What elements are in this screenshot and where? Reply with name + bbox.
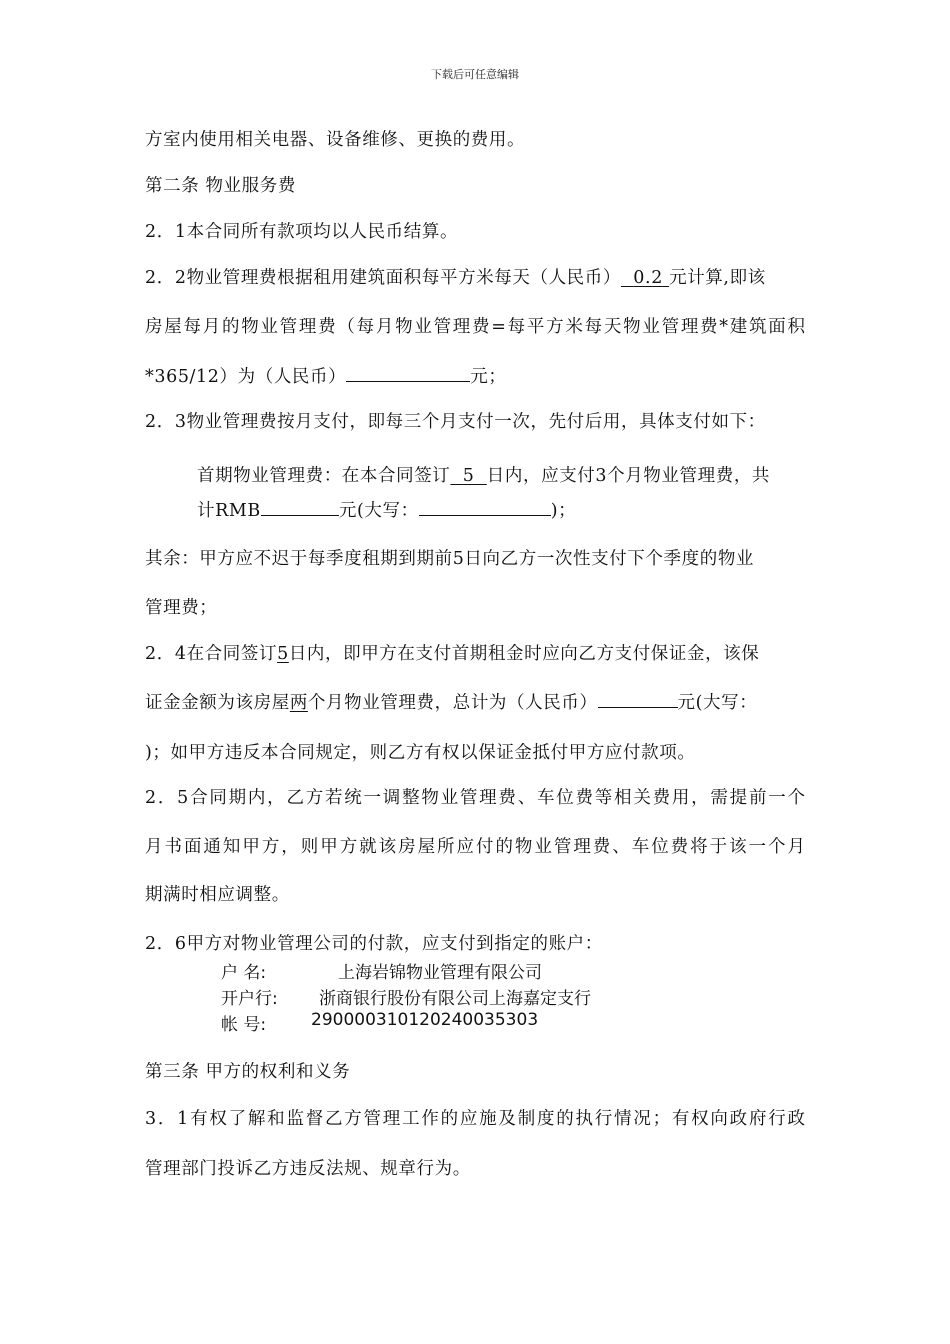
bank-label: 开户行: [221,989,278,1009]
amount-words-blank [419,499,551,516]
clause-2-2 [145,264,766,289]
clause-text: 日内，应支付3个月物业管理费，共 [486,466,771,486]
page-header: 下载后可任意编辑 [431,68,519,81]
section-heading: 第二条 物业服务费 [145,176,296,196]
clause-text: 元； [470,367,507,387]
account-number-label: 帐 号: [221,1015,267,1035]
paragraph-line: 管理费； [145,598,218,618]
payment-detail-line [197,462,770,487]
section-heading: 第三条 甲方的权利和义务 [145,1062,351,1082]
payment-detail-line [197,497,576,522]
paragraph-line: 房屋每月的物业管理费（每月物业管理费=每平方米每天物业管理费*建筑面积 [145,317,805,337]
clause-text: )； [550,501,577,521]
bank-value: 浙商银行股份有限公司上海嘉定支行 [319,989,591,1009]
clause-2-6: 2．6甲方对物业管理公司的付款，应支付到指定的账户： [145,934,603,954]
clause-text: 元(大写： [677,693,758,713]
paragraph-line: 其余：甲方应不迟于每季度租期到期前5日向乙方一次性支付下个季度的物业 [145,549,755,569]
clause-text: 元计算,即该 [669,268,766,288]
clause-text: 首期物业管理费：在本合同签订 [197,466,451,486]
rate-value: 0.2 [633,268,663,288]
amount-blank [261,499,339,516]
clause-text: 个月物业管理费，总计为（人民币） [307,693,598,713]
clause-text: 证金金额为该房屋 [145,693,290,713]
amount-blank [598,691,678,708]
paragraph-line: 月书面通知甲方，则甲方就该房屋所应付的物业管理费、车位费将于该一个月 [145,837,805,857]
paragraph-line [145,363,506,388]
clause-text: 日内，即甲方在支付首期租金时应向乙方支付保证金，该保 [288,644,760,664]
paragraph-line: 方室内使用相关电器、设备维修、更换的费用。 [145,130,526,150]
amount-blank [346,365,470,382]
clause-2-3: 2．3物业管理费按月支付，即每三个月支付一次，先付后用，具体支付如下： [145,412,766,432]
clause-2-5: 2．5合同期内，乙方若统一调整物业管理费、车位费等相关费用，需提前一个 [145,788,805,808]
account-number-value: 290000310120240035303 [311,1010,539,1030]
paragraph-line: 期满时相应调整。 [145,885,290,905]
account-name-value: 上海岩锦物业管理有限公司 [338,963,542,983]
paragraph-line: )；如甲方违反本合同规定，则乙方有权以保证金抵付甲方应付款项。 [145,743,696,763]
paragraph-line: 管理部门投诉乙方违反法规、规章行为。 [145,1159,471,1179]
clause-text: *365/12）为（人民币） [145,367,347,387]
days-value: 5 [462,466,475,486]
clause-3-1: 3．1有权了解和监督乙方管理工作的应施及制度的执行情况；有权向政府行政 [145,1109,805,1129]
clause-text: 计RMB [197,501,261,521]
clause-text: 元(大写： [338,501,419,521]
months-value: 两 [289,693,308,713]
paragraph-line [145,689,757,714]
days-value: 5 [277,644,289,664]
clause-text: 2．2物业管理费根据租用建筑面积每平方米每天（人民币） [145,268,621,288]
clause-text: 2．4在合同签订 [145,644,278,664]
account-name-label: 户 名: [221,963,267,983]
clause-2-4 [145,640,759,665]
clause-2-1: 2．1本合同所有款项均以人民币结算。 [145,222,459,242]
